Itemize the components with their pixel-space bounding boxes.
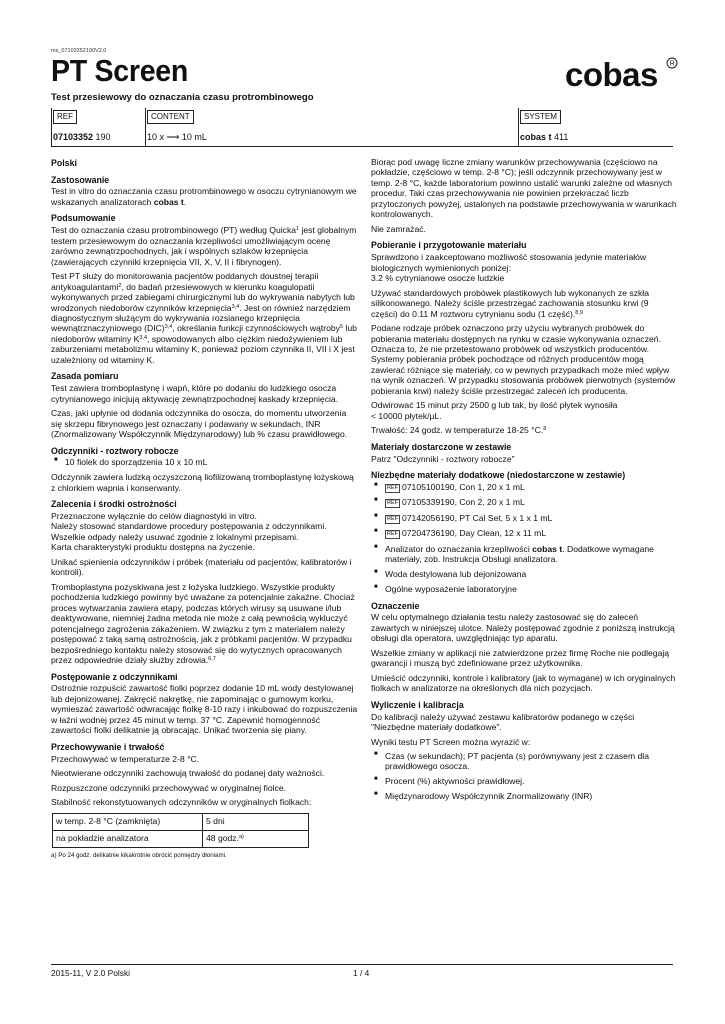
storage-text-4: Stabilność rekonstytuowanych odczynników w oryginalnych fiolkach:	[51, 797, 312, 808]
precautions-text-3: Tromboplastyna pozyskiwana jest z łożyska ludzkiego. Wszystkie produkty pochodzenia ludzkiego powinny być uważane za potencjalnie zakaźne. Chociaż proces wytwarzania zawiera etapy, podczas których wirusy są usuwane i/lub deaktywowane, niemniej żadna metoda nie może z całą pewnością wykluczyć potencjalnego zagrożenia zakażeniem. W związku z tym z materiałem należy postępować z taką samą ostrożnością, jak z próbkami pacjentów. W przypadku bezpośredniego kontaktu należy stosować się do wytycznych opracowanych przez odpowiednie działy służby zdrowia.$^{6,7}$	[51, 581, 355, 666]
ref-value: 07103352 190	[53, 132, 111, 142]
language-heading: Polski	[51, 158, 77, 168]
list-item: ■ REF 07142056190, PT Cal Set, 5 x 1 x 1 mL	[371, 513, 677, 524]
table-row	[53, 813, 309, 830]
cobas-logo-text: cobas	[565, 56, 658, 93]
storage-text-2: Nieotwierane odczynniki zachowują trwałość do podanej daty ważności.	[51, 768, 325, 779]
list-item: ■ Analizator do oznaczania krzepliwości cobas t. Dodatkowe wymagane materiały, zob. Instrukcja Obsługi analizatora.	[371, 544, 677, 565]
list-item: ■ Międzynarodowy Współczynnik Znormalizowany (INR)	[371, 791, 677, 801]
list-item: ■ REF 07105339190, Con 2, 20 x 1 mL	[371, 497, 677, 508]
precautions-text-1: Przeznaczone wyłącznie do celów diagnostyki in vitro. Należy stosować standardowe procedury postępowania z odczynnikami. Wszelkie odpady należy usuwać zgodnie z lokalnymi przepisami. Karta charakterystyki produktu dostępna na życzenie.	[51, 510, 327, 553]
materials-provided-text: Patrz "Odczynniki - roztwory robocze"	[371, 453, 515, 464]
handling-text: Ostrożnie rozpuścić zawartość fiolki poprzez dodanie 10 mL wody destylowanej lub dejonizowanej. Zakręcić nakrętkę, nie zapominając o gumowym korku, wymieszać zawartość odwracając fiolkę 8-10 razy i inkubować do rozpuszczenia w łaźni wodnej przez 45 minut w temp. 37 °C. Zapewnić homogenność zawartości fiolki delikatnie ją obracając. Unikać tworzenia się piany.	[51, 683, 358, 736]
table-cell: na pokładzie analizatora	[53, 830, 203, 847]
specimen-text-1: Sprawdzono i zaakceptowano możliwość stosowania jedynie materiałów biologicznych wymienionych poniżej: 3.2 % cytrynianowe osocze ludzkie	[371, 252, 647, 284]
section-intended-use: Zastosowanie	[51, 174, 110, 185]
precautions-text-2: Unikać spienienia odczynników i próbek (materiału od pacjentów, kalibratorów i kontroli).	[51, 556, 352, 578]
section-calibration: Wyliczenie i kalibracja	[371, 699, 464, 710]
section-assay: Oznaczenie	[371, 600, 420, 611]
page-subtitle: Test przesiewowy do oznaczania czasu protrombinowego	[51, 92, 314, 103]
results-list	[371, 751, 677, 802]
list-item: ■ 10 fiolek do sporządzenia 10 x 10 mL	[51, 457, 358, 467]
ref-label: REF	[53, 110, 77, 124]
section-test-principle: Zasada pomiaru	[51, 371, 119, 382]
header-ref	[52, 110, 144, 144]
section-materials-provided: Materiały dostarczone w zestawie	[371, 441, 512, 452]
footer-version: 2015-11, V 2.0 Polski	[51, 968, 130, 978]
principle-text-1: Test zawiera tromboplastynę i wapń, które po dodaniu do ludzkiego osocza cytrynianowego inicjują aktywację zewnątrzpochodnej kaskady krzepnięcia.	[51, 383, 339, 404]
header-bottom-rule	[51, 146, 673, 147]
content-value: 10 x ⟶ 10 mL	[147, 132, 207, 142]
list-item: ■ Ogólne wyposażenie laboratoryjne	[371, 584, 677, 594]
principle-text-2: Czas, jaki upłynie od dodania odczynnika do osocza, do momentu utworzenia się skrzepu fibrynowego jest oznaczany i podawany w sekundach, INR (Znormalizowany Współczynnik Międzynarodowy) lub % czasu prawidłowego.	[51, 408, 348, 440]
table-cell: w temp. 2-8 °C (zamknięta)	[53, 813, 203, 830]
assay-text-2: Wszelkie zmiany w aplikacji nie zatwierdzone przez firmę Roche nie podlegają gwarancji i muszą być zdefiniowane przez użytkownika.	[371, 647, 670, 669]
stability-table	[52, 813, 309, 848]
specimen-text-4: Odwirować 15 minut przy 2500 g lub tak, by ilość płytek wynosiła < 10000 płytek/µL.	[371, 400, 618, 421]
header-system	[519, 110, 673, 144]
list-item: ■ REF 07105100190, Con 1, 20 x 1 mL	[371, 482, 677, 493]
table-cell: 48 godz.$^{a)}$	[203, 830, 309, 847]
ref-icon: REF	[387, 500, 398, 507]
specimen-text-3: Podane rodzaje próbek oznaczono przy użyciu wybranych probówek do pobierania materiału dostępnych na rynku w czasie wykonywania oznaczeń. Oznacza to, że nie przetestowano probówek od wszystkich producentów. Systemy pobierania próbek pochodzące od różnych producentów mogą zawierać różniące się materiały, co w pewnych przypadkach może mieć wpływ na wynik oznaczeń. W przypadku stosowania probówek pierwotnych (systemów pobierania krwi) należy ściśle przestrzegać zaleceń ich producenta.	[371, 323, 676, 396]
left-column	[51, 158, 358, 859]
calibration-text-1: Do kalibracji należy używać zestawu kalibratorów podanego w części "Niezbędne materiały dodatkowe".	[371, 711, 635, 733]
reagents-text: Odczynnik zawiera ludzką oczyszczoną liofilizowaną tromboplastynę łożyskową z chlorkiem wapnia i konserwanty.	[51, 472, 354, 493]
header-content	[146, 110, 516, 144]
intended-use-text: Test in vitro do oznaczania czasu protrombinowego w osoczu cytrynianowym we wskazanych analizatorach cobas t.	[51, 186, 357, 207]
footnote: a) Po 24 godz. delikatnie kikakrotnie obrócić pomiędzy dłoniami.	[51, 851, 227, 859]
system-label: SYSTEM	[520, 110, 561, 124]
registered-r: R	[669, 60, 675, 68]
right-column	[371, 157, 677, 806]
page-title: PT Screen	[51, 53, 189, 88]
content-label: CONTENT	[147, 110, 194, 124]
summary-text-1: Test do oznaczania czasu protrombinowego (PT) według Quicka$^1$ jest globalnym testem przesiewowym do oznaczania krzepliwości umożliwiającym ocenę zarówno zewnątrzpochodnych, jak i wspólnych szlaków krzepnięcia (zawierających czynniki krzepnięcia VII, X, V, II i fibrynogen).	[51, 225, 357, 267]
table-row	[53, 830, 309, 847]
system-value: cobas t 411	[520, 132, 569, 142]
list-item: ■ Woda destylowana lub dejonizowana	[371, 569, 677, 579]
specimen-text-2: Używać standardowych probówek plastikowych lub wykonanych ze szkła silikonowanego. Należy ściśle przestrzegać zachowania stosunku krwi (9 części) do 0.11 M roztworu cytrynianu sodu (1 część).$^{8,9}$	[371, 287, 649, 319]
list-item: ■ Czas (w sekundach); PT pacjenta (s) porównywany jest z czasem dla prawidłowego osocza.	[371, 751, 677, 772]
section-reagent-handling: Postępowanie z odczynnikami	[51, 671, 178, 682]
footer-rule	[51, 964, 673, 965]
materials-required-list	[371, 482, 677, 595]
section-reagents: Odczynniki - roztwory robocze	[51, 445, 179, 456]
section-specimen: Pobieranie i przygotowanie materiału	[371, 240, 527, 251]
assay-text-3: Umieścić odczynniki, kontrole i kalibratory (jak to wymagane) w ich oryginalnych fiolkach w analizatorze na określonych dla nich pozycjach.	[371, 672, 676, 694]
storage-text-1: Przechowywać w temperaturze 2-8 °C.	[51, 753, 200, 764]
ref-icon: REF	[387, 515, 398, 522]
ref-icon: REF	[387, 531, 398, 538]
no-freeze-text: Nie zamrażać.	[371, 223, 426, 234]
section-summary: Podsumowanie	[51, 213, 116, 224]
page-number: 1 / 4	[353, 968, 370, 978]
assay-text-1: W celu optymalnego działania testu należy zastosować się do zaleceń zawartych w niniejszej ulotce. Należy postępować zgodnie z poniższą instrukcją obsługi dla operatora, uwzględniając typ aparatu.	[371, 612, 675, 644]
storage-text-3: Rozpuszczone odczynniki przechowywać w oryginalnej fiolce.	[51, 782, 287, 793]
cobas-logo	[563, 54, 683, 94]
calibration-text-2: Wyniki testu PT Screen można wyrazić w:	[371, 736, 531, 747]
list-item: ■ REF 07204736190, Day Clean, 12 x 11 mL	[371, 528, 677, 539]
specimen-text-5: Trwałość: 24 godz. w temperaturze 18-25 °C.$^8$	[371, 425, 547, 436]
doc-id: ms_07103352190V2.0	[51, 48, 107, 54]
section-materials-required: Niezbędne materiały dodatkowe (niedostarczone w zestawie)	[371, 470, 626, 481]
table-cell: 5 dni	[203, 813, 309, 830]
section-storage: Przechowywanie i trwałość	[51, 741, 165, 752]
ref-icon: REF	[387, 484, 398, 491]
storage-continued-text: Biorąc pod uwagę liczne zmiany warunków przechowywania (częściowo na pokładzie, częściowo w temp. 2-8 °C); jeśli odczynnik przechowywany jest w temp. 2-8 °C, każde laboratorium powinno ustalić warunki zależne od własnych procedur. Taki czas przechowywania nie powinien przekraczać liczb przytoczonych powyżej, ustalonych na podstawie przechowywania w warunkach kontrolowanych.	[371, 157, 677, 220]
section-precautions: Zalecenia i środki ostrożności	[51, 499, 177, 510]
reagents-list	[51, 457, 358, 467]
list-item: ■ Procent (%) aktywności prawidłowej.	[371, 776, 677, 786]
summary-text-2: Test PT służy do monitorowania pacjentów poddanych doustnej terapii antykoagulantami$^2$, do badań przesiewowych w kierunku koagulopatii wykonywanych przed zabiegami chirurgicznymi lub do wykrywania nabytych lub wrodzonych niedoborów czynników krzepnięcia$^{3,4}$. Jest on również narzędziem diagnostycznym służącym do wykrywania rozsianego krzepnięcia wewnątrznaczyniowego (DIC)$^{3,4}$, określania funkcji czynnościowych wątroby$^5$ lub niedoborów witaminy K$^{3,4}$, spowodowanych albo ciężkim niedożywieniem lub zaburzeniami metabolizmu witaminy K, ponieważ poziom czynnika II, VII i X jest uzależniony od witaminy K.	[51, 271, 357, 365]
